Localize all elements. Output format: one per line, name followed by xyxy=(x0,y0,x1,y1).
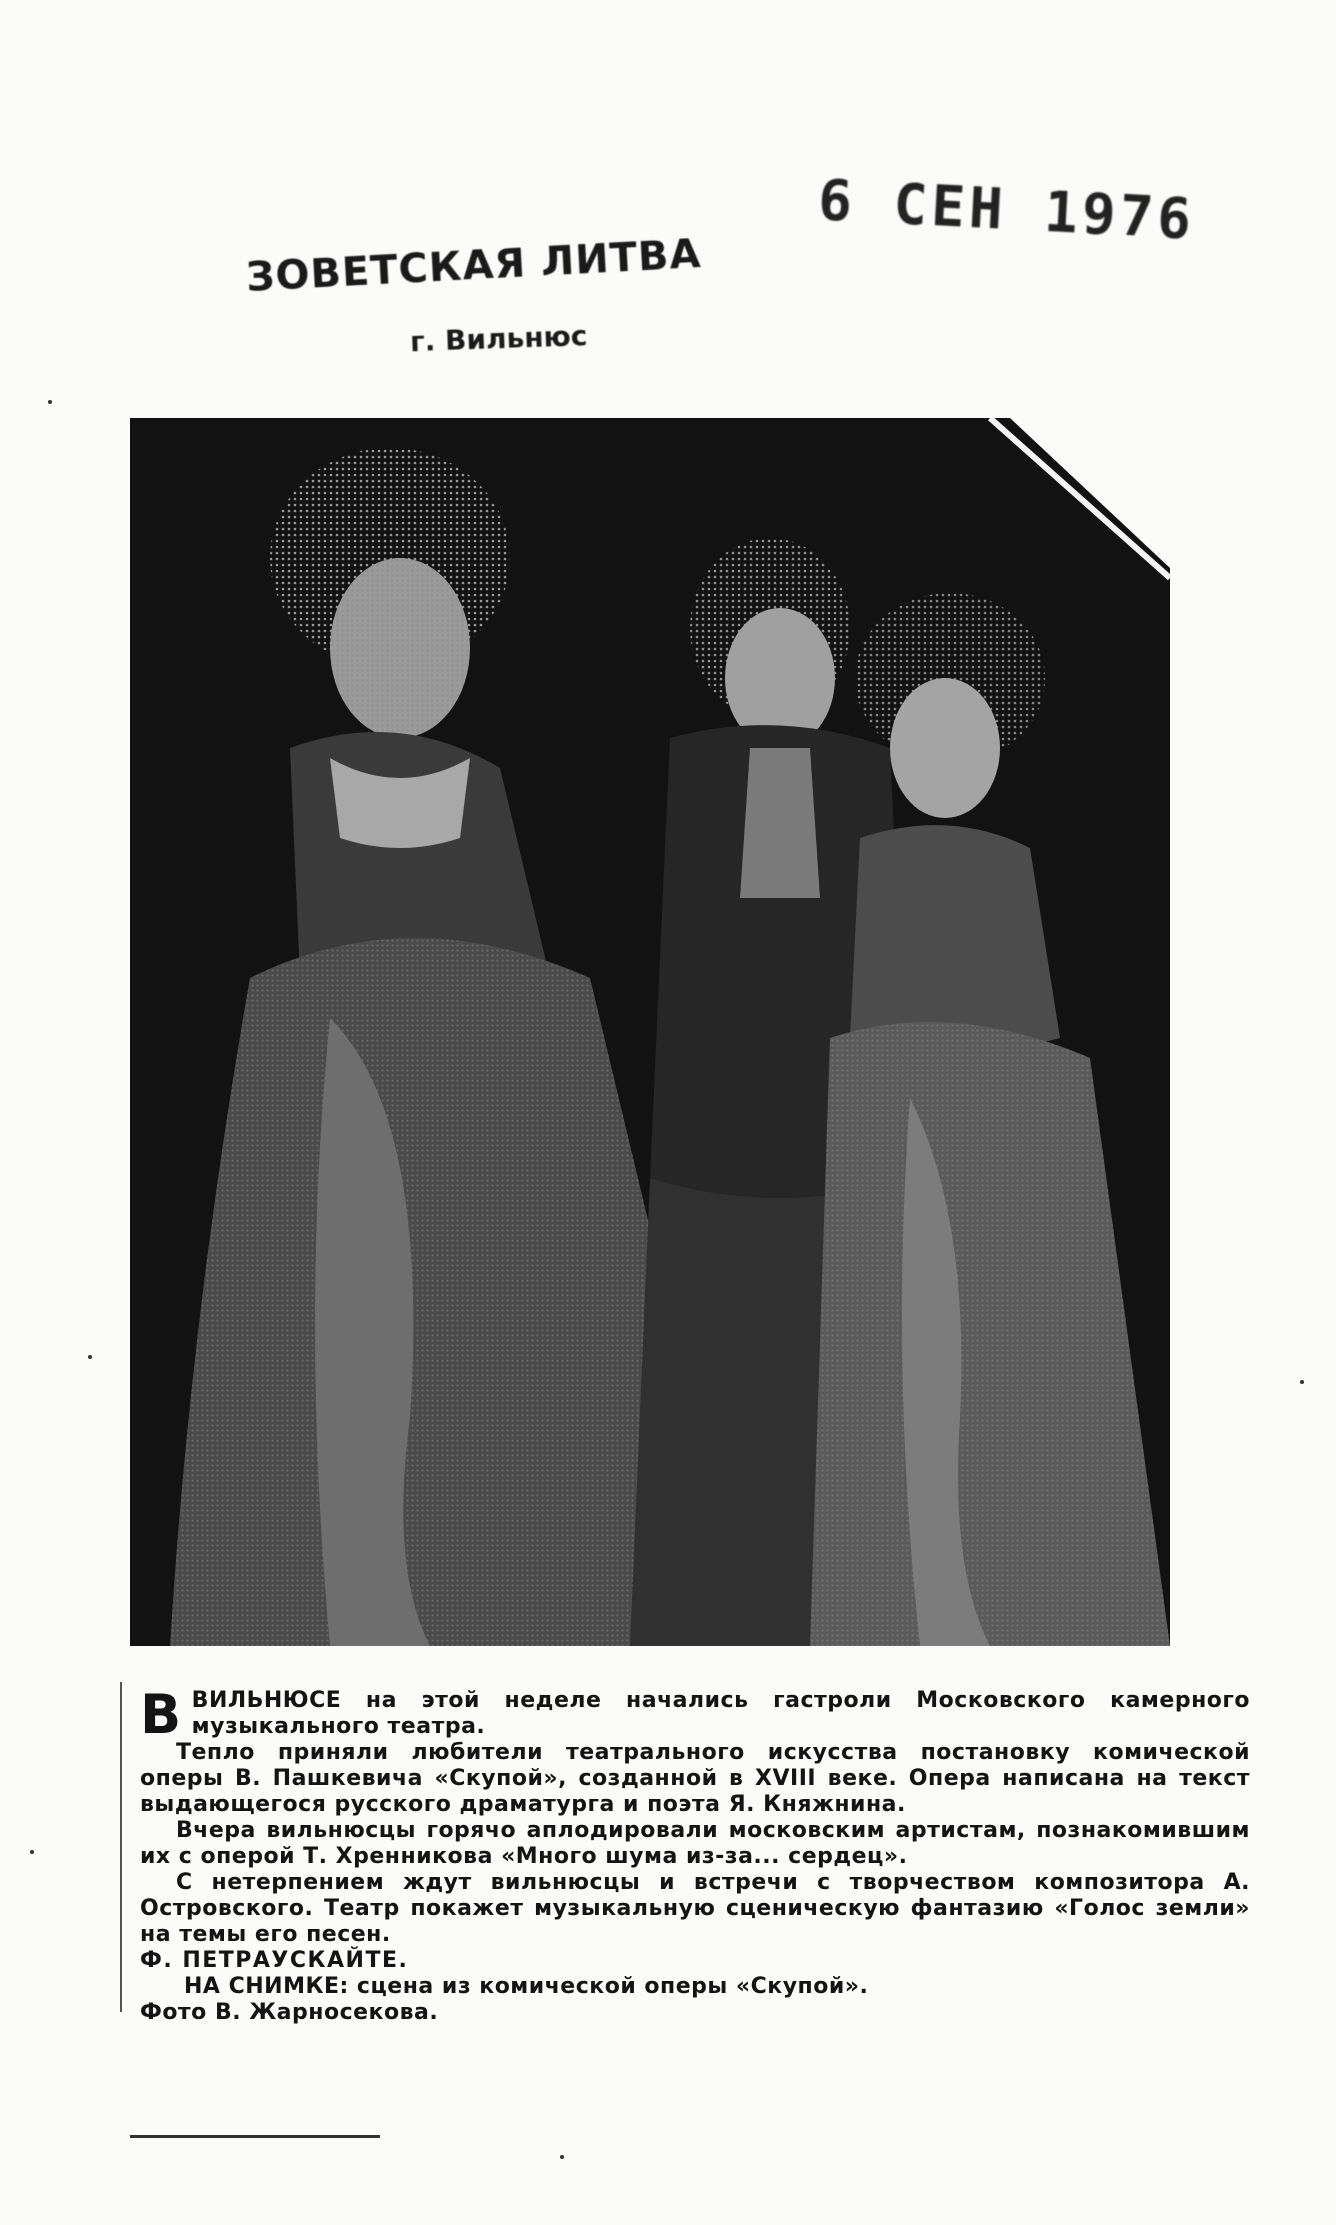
photo-illustration xyxy=(130,418,1170,1646)
article-lead xyxy=(140,1683,1250,1746)
opera-scene-photo xyxy=(130,418,1170,1646)
article-paragraph-1: Тепло приняли любители театрального искусства постановку комической оперы В. Пашкевича «Скупой», созданной в XVIII веке. Опера написана на текст выдающегося русского драматурга и поэта Я. Княжнина. xyxy=(140,1740,1250,1817)
article-paragraph-3: С нетерпением ждут вильнюсцы и встречи с творчеством композитора А. Островского. Театр покажет музыкальную сценическую фантазию «Голос земли» на темы его песен. xyxy=(140,1870,1250,1947)
lead-text: ВИЛЬНЮСЕ на этой неделе начались гастроли Московского камерного музыкального театра. xyxy=(191,1688,1250,1739)
photo-caption: НА СНИМКЕ: сцена из комической оперы «Скупой». xyxy=(184,1974,869,1999)
bottom-rule xyxy=(130,2135,380,2138)
author-signature: Ф. ПЕТРАУСКАЙТЕ. xyxy=(140,1948,409,1973)
margin-rule xyxy=(120,1682,122,2012)
photo-credit: Фото В. Жарносекова. xyxy=(140,2000,439,2025)
date-stamp: 6 СЕН 1976 xyxy=(816,168,1197,253)
speck xyxy=(88,1355,92,1359)
article-paragraph-2: Вчера вильнюсцы горячо аплодировали московским артистам, познакомившим их с оперой Т. Хренникова «Много шума из-за... сердец». xyxy=(140,1818,1250,1869)
newspaper-stamp-city: г. Вильнюс xyxy=(409,318,588,359)
dropcap: В xyxy=(140,1683,182,1746)
speck xyxy=(560,2155,564,2159)
speck xyxy=(30,1850,34,1854)
speck xyxy=(48,400,52,404)
speck xyxy=(1300,1380,1304,1384)
article-body xyxy=(140,1683,1250,2026)
newspaper-stamp-title: ЗОВЕТСКАЯ ЛИТВА xyxy=(245,231,703,301)
